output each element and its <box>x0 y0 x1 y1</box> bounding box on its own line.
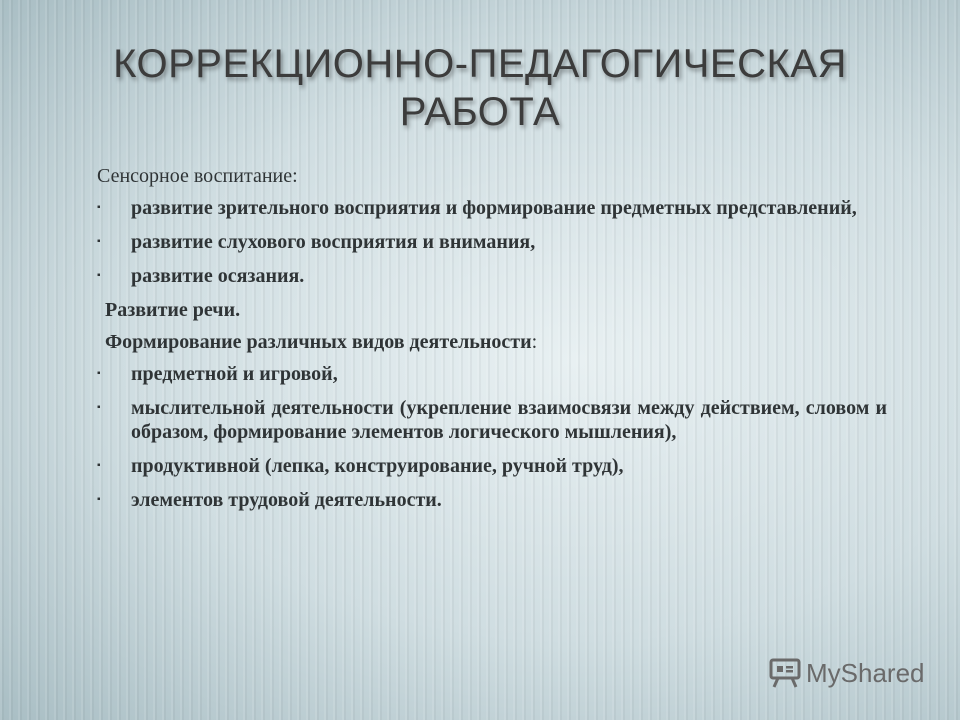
myshared-watermark <box>768 657 925 689</box>
bullet-icon: ▪ <box>97 460 101 471</box>
list-item <box>97 488 887 512</box>
list-item <box>97 396 887 444</box>
slide-title-line-1: КОРРЕКЦИОННО-ПЕДАГОГИЧЕСКАЯ <box>113 42 847 86</box>
list-item-text: развитие осязания. <box>131 265 305 287</box>
speech-heading: Развитие речи. <box>105 299 241 321</box>
bullet-icon: ▪ <box>97 202 101 213</box>
slide-title-line-2: РАБОТА <box>399 90 561 134</box>
list-item-text: продуктивной (лепка, конструирование, ручной труд), <box>131 455 624 477</box>
bullet-icon: ▪ <box>97 236 101 247</box>
activities-heading <box>97 330 887 354</box>
list-item-text: предметной и игровой, <box>131 363 338 385</box>
bullet-icon: ▪ <box>97 270 101 281</box>
slide-body <box>97 158 887 522</box>
watermark-text: MyShared <box>806 657 925 688</box>
list-item <box>97 454 887 478</box>
bullet-icon: ▪ <box>97 402 101 413</box>
list-item-text: мыслительной деятельности (укрепление взаимосвязи между действием, словом и образом, формирование элементов логического мышления), <box>131 397 887 443</box>
list-item-text: развитие слухового восприятия и внимания, <box>131 231 536 253</box>
bullet-icon: ▪ <box>97 494 101 505</box>
presentation-board-icon <box>768 657 802 689</box>
slide-title <box>0 40 960 136</box>
activities-heading-colon: : <box>531 331 538 353</box>
list-item <box>97 362 887 386</box>
sensory-heading: Сенсорное воспитание: <box>97 165 298 187</box>
list-item-text: элементов трудовой деятельности. <box>131 489 442 511</box>
list-item-text: развитие зрительного восприятия и формирование предметных представлений, <box>131 197 857 219</box>
activities-heading-text: Формирование различных видов деятельности <box>105 331 532 353</box>
list-item <box>97 264 887 288</box>
list-item <box>97 230 887 254</box>
list-item <box>97 196 887 220</box>
bullet-icon: ▪ <box>97 368 101 379</box>
